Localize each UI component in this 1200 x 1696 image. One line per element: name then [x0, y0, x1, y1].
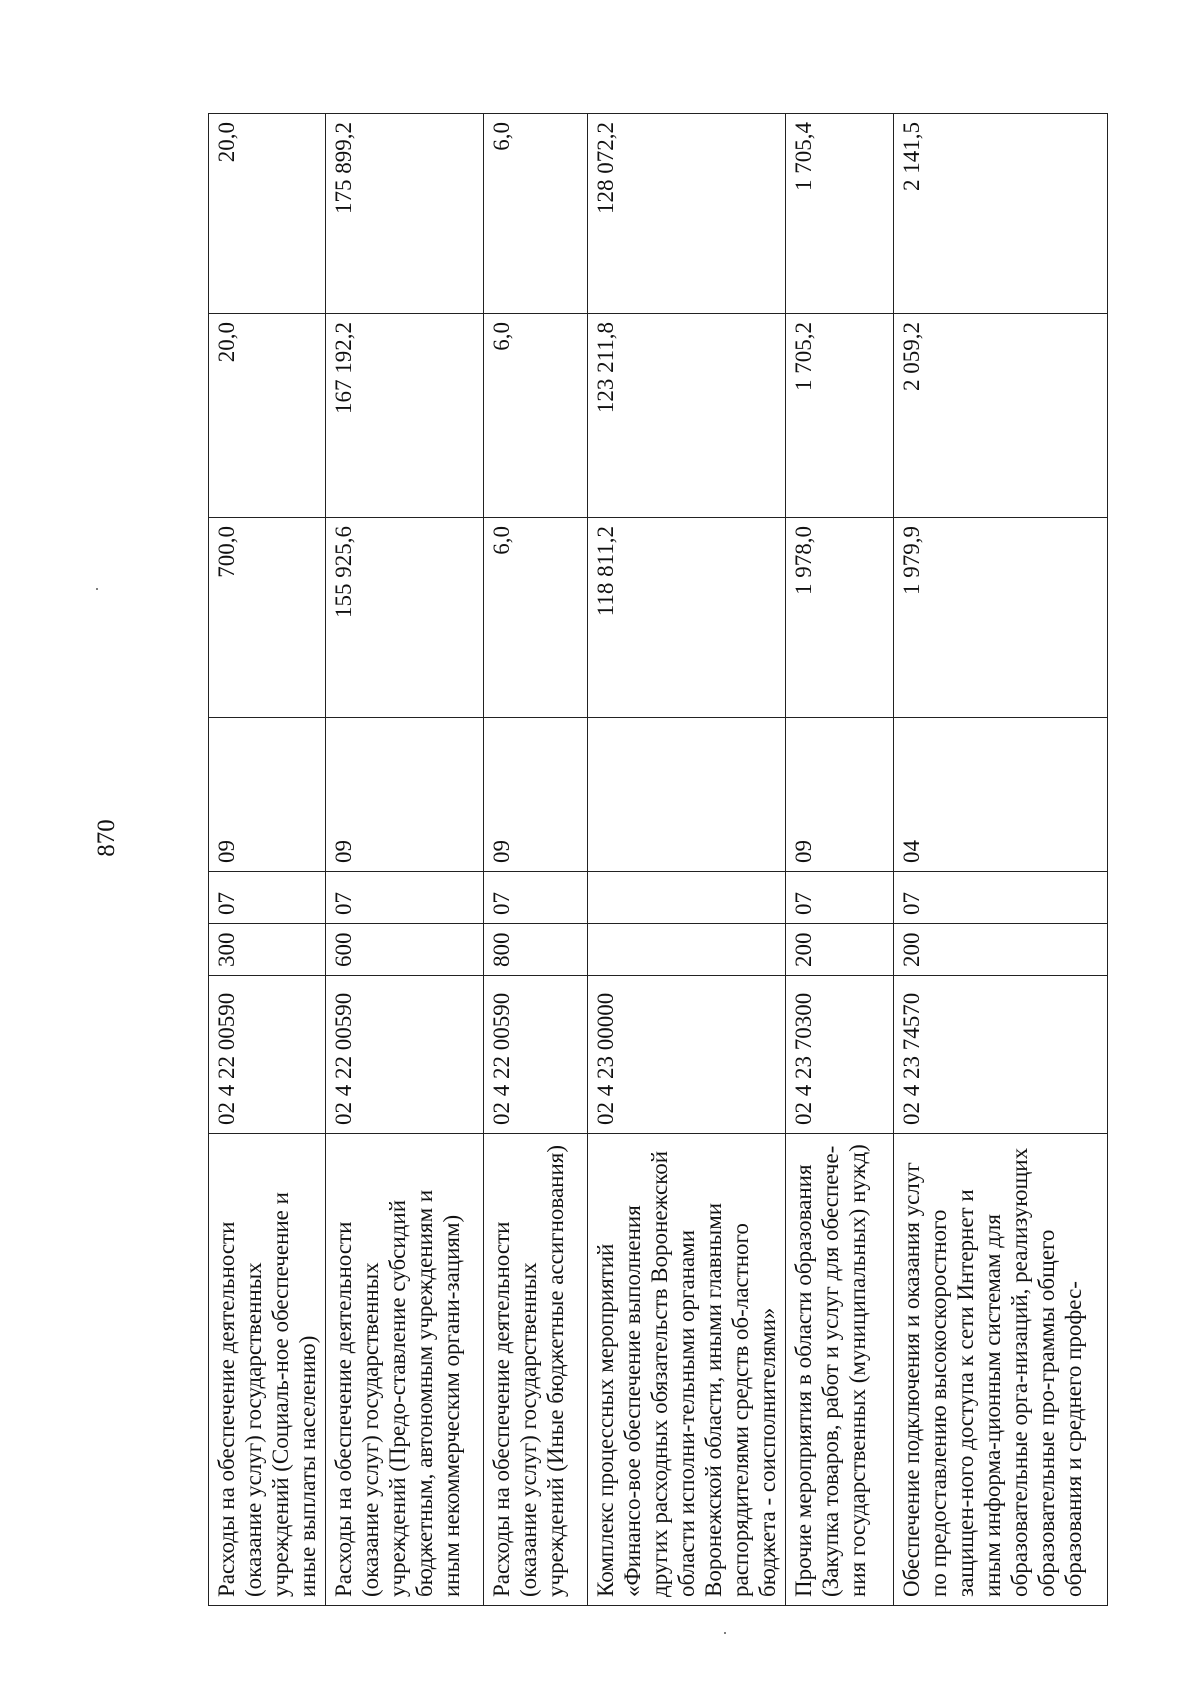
cell-subsection: 09	[209, 718, 326, 872]
scan-speck	[724, 1632, 726, 1634]
cell-code: 02 4 22 00590	[209, 976, 326, 1134]
cell-section: 07	[209, 872, 326, 924]
cell-name: Расходы на обеспечение деятельности (оказание услуг) государственных учреждений (Предо-ставление субсидий бюджетным, автономным учреждениям и иным некоммерческим органи-зациям)	[326, 1134, 484, 1606]
cell-sum-2: 1 705,2	[786, 314, 894, 518]
cell-sum-3: 175 899,2	[326, 114, 484, 314]
cell-sum-2: 123 211,8	[588, 314, 786, 518]
cell-name: Обеспечение подключения и оказания услуг по предоставлению высокоскоростного защищен-ного доступа к сети Интернет и иным информа-ционным системам для образовательные орга-низаций, реализующих образовательные про-граммы общего образования и среднего профес-	[894, 1134, 1108, 1606]
cell-subsection: 09	[484, 718, 588, 872]
cell-subsection: 09	[786, 718, 894, 872]
cell-section: 07	[326, 872, 484, 924]
cell-sum-3: 20,0	[209, 114, 326, 314]
cell-sum-1: 118 811,2	[588, 518, 786, 718]
cell-sum-3: 1 705,4	[786, 114, 894, 314]
cell-sum-2: 6,0	[484, 314, 588, 518]
cell-code: 02 4 22 00590	[484, 976, 588, 1134]
cell-sum-2: 2 059,2	[894, 314, 1108, 518]
page-number: 870	[93, 819, 120, 857]
table-row	[786, 114, 894, 1606]
cell-sum-3: 2 141,5	[894, 114, 1108, 314]
table-row	[588, 114, 786, 1606]
rotated-sheet	[208, 114, 1092, 1606]
cell-name: Прочие мероприятия в области образования (Закупка товаров, работ и услуг для обеспече-ния государственных (муниципальных) нужд)	[786, 1134, 894, 1606]
cell-subsection: 09	[326, 718, 484, 872]
budget-table	[208, 113, 1108, 1606]
cell-expense-type: 200	[894, 924, 1108, 976]
cell-subsection: 04	[894, 718, 1108, 872]
cell-sum-1: 700,0	[209, 518, 326, 718]
cell-section	[588, 872, 786, 924]
table-row	[209, 114, 326, 1606]
cell-sum-1: 1 979,9	[894, 518, 1108, 718]
cell-sum-1: 1 978,0	[786, 518, 894, 718]
table-row	[894, 114, 1108, 1606]
cell-name: Комплекс процессных мероприятий «Финансо-вое обеспечение выполнения других расходных обязательств Воронежской области исполни-тельными органами Воронежской области, иными главными распорядителями средств об-ластного бюджета - соисполнителями»	[588, 1134, 786, 1606]
cell-expense-type	[588, 924, 786, 976]
cell-sum-2: 167 192,2	[326, 314, 484, 518]
scan-speck	[96, 588, 98, 590]
cell-code: 02 4 23 70300	[786, 976, 894, 1134]
table-row	[484, 114, 588, 1606]
cell-code: 02 4 22 00590	[326, 976, 484, 1134]
table-row	[326, 114, 484, 1606]
cell-code: 02 4 23 74570	[894, 976, 1108, 1134]
cell-expense-type: 600	[326, 924, 484, 976]
cell-sum-3: 128 072,2	[588, 114, 786, 314]
cell-expense-type: 800	[484, 924, 588, 976]
cell-sum-1: 155 925,6	[326, 518, 484, 718]
table-frame	[208, 114, 1092, 1606]
cell-section: 07	[894, 872, 1108, 924]
cell-expense-type: 200	[786, 924, 894, 976]
cell-sum-3: 6,0	[484, 114, 588, 314]
cell-sum-1: 6,0	[484, 518, 588, 718]
cell-sum-2: 20,0	[209, 314, 326, 518]
cell-subsection	[588, 718, 786, 872]
cell-section: 07	[786, 872, 894, 924]
cell-name: Расходы на обеспечение деятельности (оказание услуг) государственных учреждений (Иные бюджетные ассигнования)	[484, 1134, 588, 1606]
cell-section: 07	[484, 872, 588, 924]
cell-code: 02 4 23 00000	[588, 976, 786, 1134]
cell-expense-type: 300	[209, 924, 326, 976]
cell-name: Расходы на обеспечение деятельности (оказание услуг) государственных учреждений (Социаль-ное обеспечение и иные выплаты населению)	[209, 1134, 326, 1606]
